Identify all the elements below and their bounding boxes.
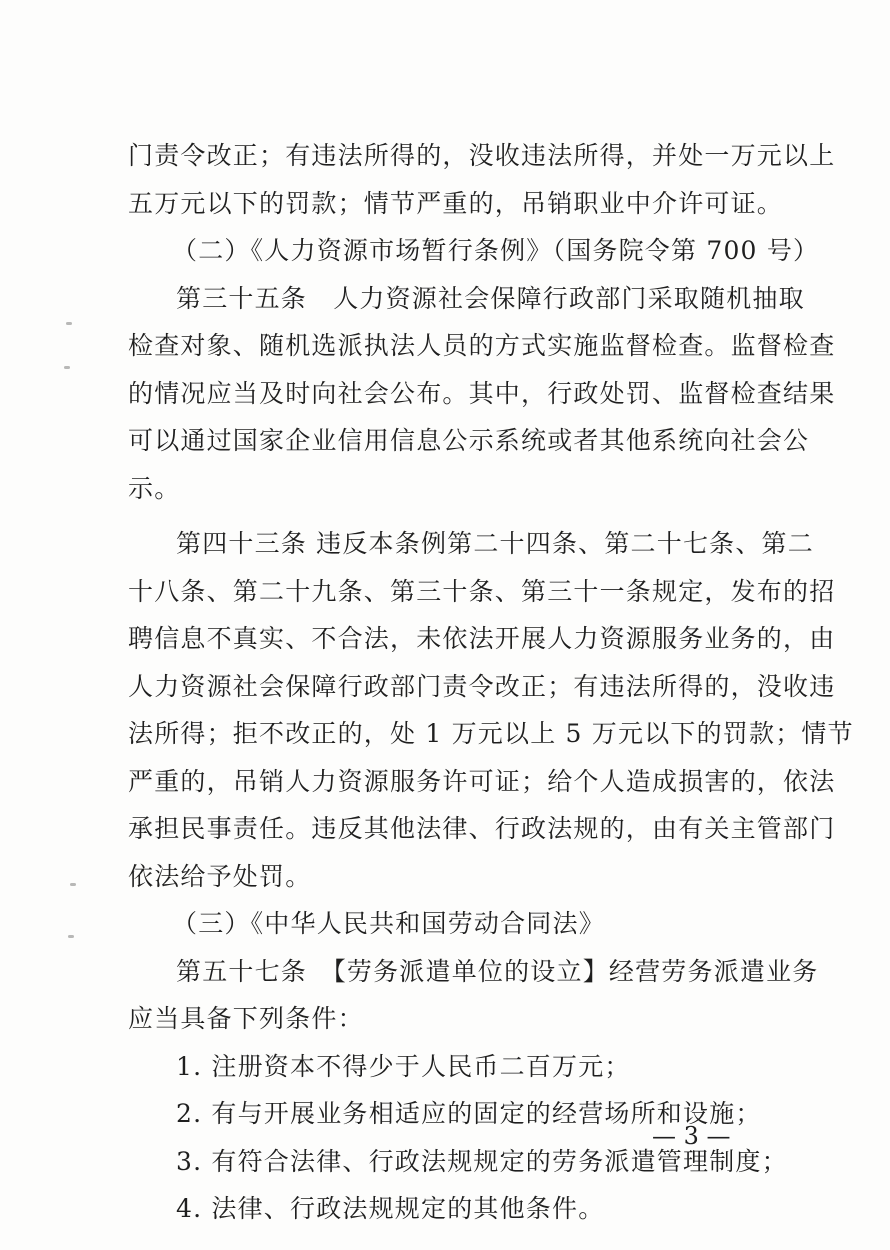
article-43-line: 人力资源社会保障行政部门责令改正；有违法所得的，没收违 (128, 671, 836, 701)
article-35-line: 检查对象、随机选派执法人员的方式实施监督检查。监督检查 (128, 331, 836, 360)
article-43-line: 十八条、第二十九条、第三十条、第三十一条规定，发布的招 (128, 576, 836, 606)
body-line: 五万元以下的罚款；情节严重的，吊销职业中介许可证。 (128, 188, 784, 218)
article-43-line: 第四十三条 违反本条例第二十四条、第二十七条、第二 (176, 529, 814, 558)
page-number: — 3 — (652, 1122, 731, 1150)
article-43-line: 依法给予处罚。 (128, 861, 312, 891)
scan-mark (64, 366, 70, 369)
section-heading: （三）《中华人民共和国劳动合同法》 (172, 909, 605, 938)
article-43-line: 严重的，吊销人力资源服务许可证；给个人造成损害的，依法 (128, 766, 836, 796)
article-57-line: 第五十七条 【劳务派遣单位的设立】经营劳务派遣业务 (176, 956, 819, 986)
scan-mark (68, 935, 74, 938)
list-item: 2. 有与开展业务相适应的固定的经营场所和设施； (176, 1099, 762, 1128)
article-43-line: 承担民事责任。违反其他法律、行政法规的，由有关主管部门 (128, 814, 836, 843)
list-item: 1. 注册资本不得少于人民币二百万元； (176, 1051, 631, 1081)
article-35-line: 可以通过国家企业信用信息公示系统或者其他系统向社会公 (128, 426, 810, 455)
article-35-line: 第三十五条 人力资源社会保障行政部门采取随机抽取 (176, 283, 805, 313)
section-heading: （二）《人力资源市场暂行条例》（国务院令第 700 号） (172, 236, 820, 265)
scan-mark (66, 322, 72, 325)
list-item: 4. 法律、行政法规规定的其他条件。 (176, 1194, 605, 1223)
body-line: 门责令改正；有违法所得的，没收违法所得，并处一万元以上 (128, 141, 836, 170)
article-35-line: 示。 (128, 473, 181, 503)
scan-mark (70, 883, 76, 886)
article-43-line: 法所得；拒不改正的，处 1 万元以上 5 万元以下的罚款；情节 (128, 719, 854, 748)
list-item: 3. 有符合法律、行政法规规定的劳务派遣管理制度； (176, 1146, 788, 1176)
article-35-line: 的情况应当及时向社会公布。其中，行政处罚、监督检查结果 (128, 378, 836, 408)
document-body (128, 132, 854, 1233)
article-43-line: 聘信息不真实、不合法，未依法开展人力资源服务业务的，由 (128, 624, 836, 653)
article-57-line: 应当具备下列条件： (128, 1004, 364, 1033)
